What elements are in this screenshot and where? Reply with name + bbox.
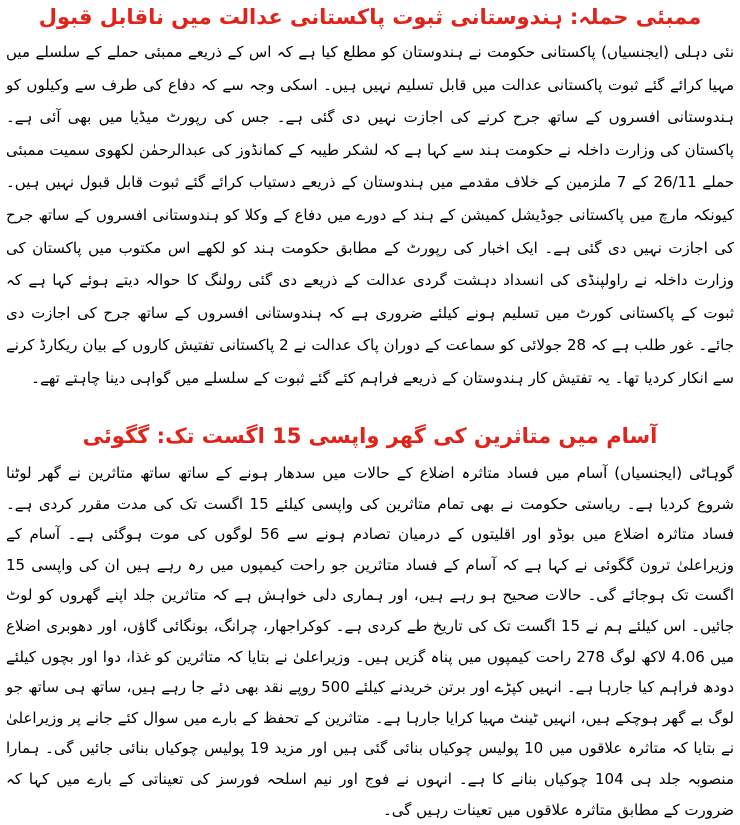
article-body: گوہاٹی (ایجنسیاں) آسام میں فساد متاثرہ اضلاع کے حالات میں سدھار ہونے کے ساتھ ساتھ متاثرین نے گھر لوٹنا شروع کردیا ہے۔ ریاستی حکومت نے بھی تمام متاثرین کی واپسی کیلئے 15 اگست تک کی مدت مقرر کردی ہے۔ فساد متاثرہ اضلاع میں بوڈو اور اقلیتوں کے درمیان تصادم ہونے سے 56 لوگوں کی موت ہوگئی ہے۔ آسام کے وزیراعلیٰ ترون گگوئی نے کہا ہے کہ آسام کے فساد متاثرین جو راحت کیمپوں میں رہ رہے ہیں ان کی واپسی 15 اگست تک ہوجائے گی۔ حالات صحیح ہو رہے ہیں، اور ہماری دلی خواہش ہے کہ متاثرین جلد اپنے گھروں کو لوٹ جائیں۔ اس کیلئے ہم نے 15 اگست تک کی تاریخ طے کردی ہے۔ کوکراجھار، چرانگ، بونگائی گاؤں، اور دھوبری اضلاع میں 4.06 لاکھ لوگ 278 راحت کیمپوں میں پناہ گزیں ہیں۔ وزیراعلیٰ نے بتایا کہ متاثرین کو غذا، دوا اور بچوں کیلئے دودھ فراہم کیا جارہا ہے۔ انہیں کپڑے اور برتن خریدنے کیلئے 500 روپے نقد بھی دئے جا رہے ہیں، ساتھ ہی ساتھ جو لوگ بے گھر ہوچکے ہیں، انہیں ٹینٹ مہیا کرایا جارہا ہے۔ متاثرین کے تحفظ کے بارے میں سوال کئے جانے پر وزیراعلیٰ نے بتایا کہ متاثرہ علاقوں میں 10 پولیس چوکیاں بنائی گئی ہیں اور مزید 19 پولیس چوکیاں بنائی جائیں گی۔ ہمارا منصوبہ جلد ہی 104 چوکیاں بنانے کا ہے۔ انہوں نے فوج اور نیم اسلحہ فورسز کی تعیناتی کے بارے میں کہا کہ ضرورت کے مطابق متاثرہ علاقوں میں تعینات رہیں گی۔: [6, 464, 735, 819]
article-headline: ممبئی حملہ: ہندوستانی ثبوت پاکستانی عدالت میں ناقابل قبول: [38, 5, 702, 29]
article-assam-return: [6, 414, 734, 825]
article-mumbai-attack: [6, 0, 734, 395]
article-headline: آسام میں متاثرین کی گھر واپسی 15 اگست تک: گگوئی: [82, 424, 658, 448]
article-body: نئی دہلی (ایجنسیاں) پاکستانی حکومت نے ہندوستان کو مطلع کیا ہے کہ اس کے ذریعے ممبئی حملے کے سلسلے میں مہیا کرائے گئے ثبوت پاکستانی عدالت میں قابل تسلیم نہیں ہیں۔ اسکی وجہ سے کہ دفاع کی طرف سے وکیلوں کو ہندوستانی افسروں کے ساتھ جرح کرنے کی اجازت نہیں دی گئی ہے۔ جس کی رپورٹ میڈیا میں بھی آئی ہے۔ پاکستان کی وزارت داخلہ نے حکومت ہند سے کہا ہے کہ لشکر طیبہ کے کمانڈوز کی عبدالرحمٰن لکھوی سمیت ممبئی حملے 26/11 کے 7 ملزمین کے خلاف مقدمے میں ہندوستان کے ذریعے دستیاب کرائے گئے ثبوت قابل قبول نہیں ہیں۔ کیونکہ مارچ میں پاکستانی جوڈیشل کمیشن کے ہند کے دورے میں دفاع کے وکلا کو ہندوستانی افسروں کے ساتھ جرح کی اجازت نہیں دی گئی ہے۔ ایک اخبار کی رپورٹ کے مطابق حکومت ہند کو لکھے اس مکتوب میں پاکستان کی وزارت داخلہ نے راولپنڈی کی انسداد دہشت گردی عدالت کے ذریعے دی گئی رولنگ کا حوالہ دیتے ہوئے کہا ہے کہ ثبوت کے پاکستانی کورٹ میں تسلیم ہونے کیلئے ضروری ہے کہ ہندوستانی افسروں کے ساتھ جرح کی اجازت دی جائے۔ غور طلب ہے کہ 28 جولائی کو سماعت کے دوران پاک عدالت نے 2 پاکستانی تفتیش کاروں کے بیان ریکارڈ کرنے سے انکار کردیا تھا۔ یہ تفتیش کار ہندوستان کے ذریعے فراہم کئے گئے ثبوت کے سلسلے میں گواہی دینا چاہتے تھے۔: [6, 43, 735, 387]
